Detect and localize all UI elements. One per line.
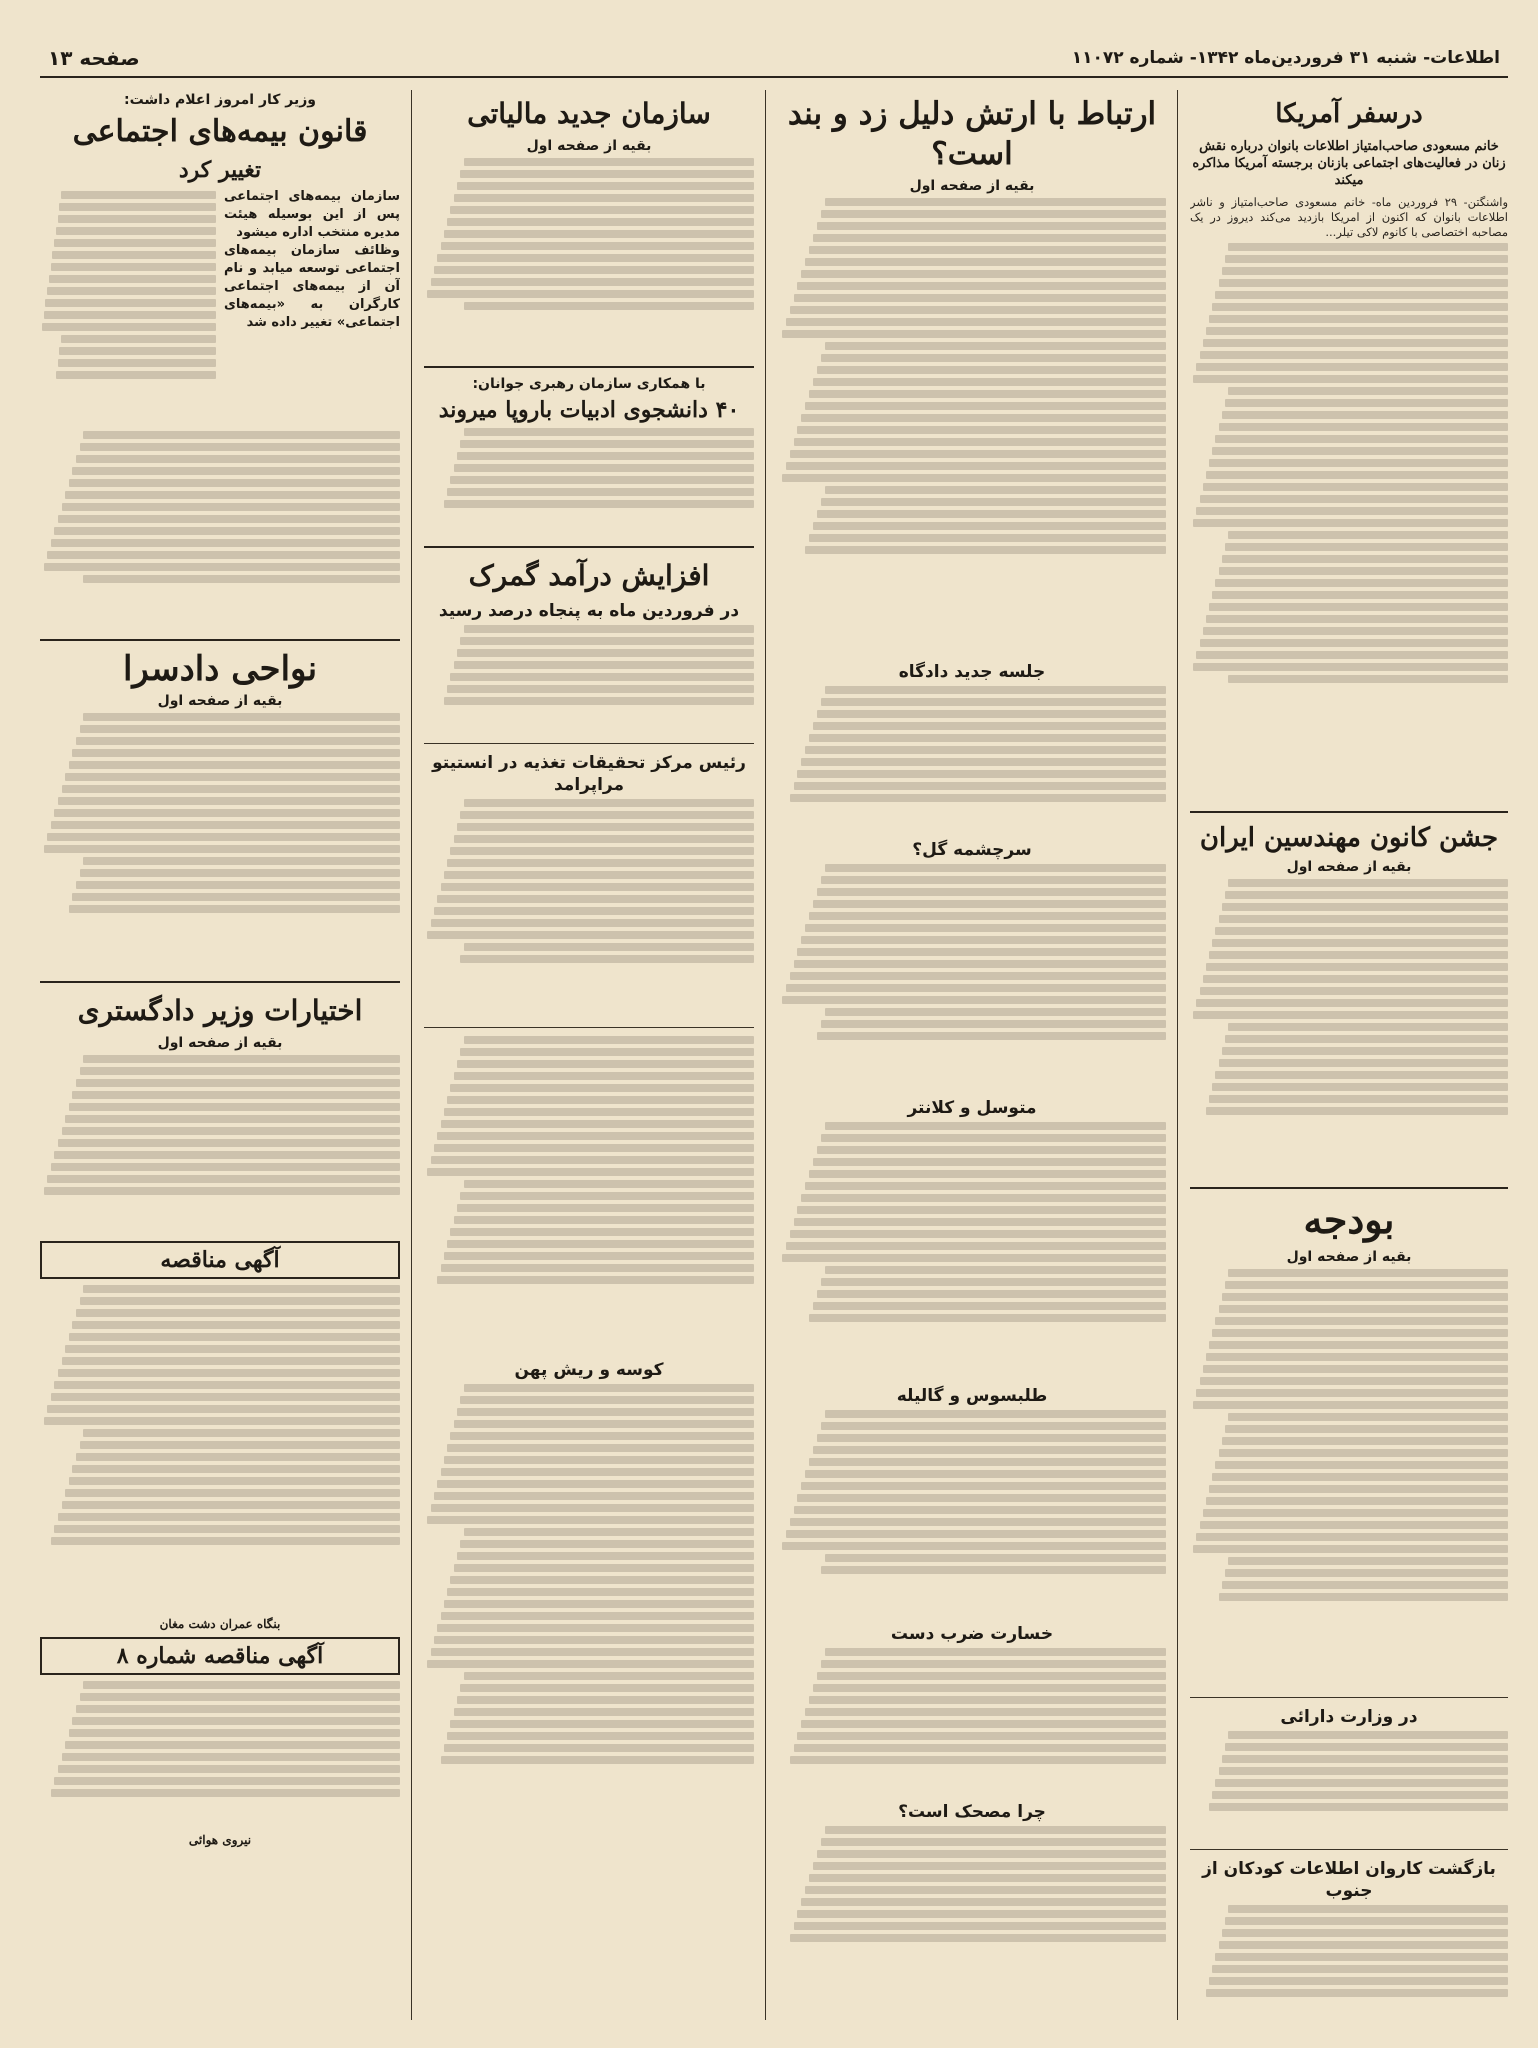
article-body [778,1826,1166,1976]
kicker-justice: بقیه از صفحه اول [157,1035,283,1051]
kicker-engineers: بقیه از صفحه اول [1286,859,1412,875]
headline-engineers-celebration: جشن کانون مهندسین ایران [1199,823,1499,853]
article-body [1190,1269,1508,1689]
bullet-2: وظائف سازمان بیمه‌های اجتماعی توسعه میابد و نام آن از بیمه‌های اجتماعی کارگران به «بیمه‌های اجتماعی» تغییر داده شد [224,243,400,330]
column-3 [424,90,754,2020]
article-body [40,188,216,428]
kicker-prosecutor: بقیه از صفحه اول [157,693,283,709]
headline-finance-ministry: در وزارت دارائی [1280,1707,1418,1727]
column-2 [778,90,1166,2020]
lead-america-trip: واشنگتن- ۲۹ فروردین ماه- خانم مسعودی صاحب‌امتیاز و ناشر اطلاعات بانوان که اکنون از امریکا بازدید می‌کند دیروز در یک مصاحبه اختصاصی با کانوم لاکی تیلر... [1190,195,1508,239]
subhead-customs: در فروردین ماه به پنجاه درصد رسید [438,601,740,621]
ad-tender8-title: آگهی مناقصه شماره ۸ [40,1637,400,1675]
ad-tender-title: آگهی مناقصه [40,1241,400,1279]
newspaper-page [40,42,1508,2027]
kicker-budget: بقیه از صفحه اول [1286,1249,1412,1265]
column-1 [1190,90,1508,2020]
article-body [1190,1731,1508,1841]
article-body [1190,879,1508,1179]
subhead-ridiculous: چرا مصحک است؟ [898,1802,1046,1822]
page-number: صفحه ۱۳ [48,46,140,70]
article-body [778,1410,1166,1620]
article-body [1190,243,1508,803]
article-body [424,799,754,1019]
article-body [1190,1905,1508,2020]
deck-america-trip: خانم مسعودی صاحب‌امتیاز اطلاعات بانوان درباره نقش زنان در فعالیت‌های اجتماعی بازنان برجسته آمریکا مذاکره میکند [1192,139,1506,188]
article-body [424,625,754,735]
ad-body [40,1285,400,1615]
bullet-1: سازمان بیمه‌های اجتماعی پس از این بوسیله هیئت مدیره منتخب اداره میشود [224,189,400,240]
headline-justice-minister: اختیارات وزیر دادگستری [77,994,363,1027]
headline-army-link: ارتباط با ارتش دلیل زد و بند است؟ [787,96,1157,172]
headline-social-insurance-2: تغییر کرد [178,157,262,183]
subhead-galileo: طلبسوس و گالیله [896,1386,1048,1406]
article-body [40,431,400,631]
article-body [40,713,400,973]
article-body [424,1384,754,1864]
article-body [424,428,754,538]
article-body [778,198,1166,658]
ad-footer: بنگاه عمران دشت مغان [159,1617,281,1631]
article-body [778,1122,1166,1382]
subhead-damage: خسارت ضرب دست [890,1624,1054,1644]
article-body [778,864,1166,1094]
headline-budget: بودجه [1303,1197,1395,1242]
article-body [778,686,1166,836]
headline-tax-organization: سازمان جدید مالیاتی [467,97,711,130]
headline-students-europe: ۴۰ دانشجوی ادبیات باروپا میروند [438,397,740,423]
kicker-tax: بقیه از صفحه اول [526,138,652,154]
headline-customs-revenue: افزایش درآمد گمرک [468,559,710,592]
headline-america-trip: درسفر آمریکا [1275,99,1423,129]
article-body [424,1036,754,1356]
ad-body [40,1681,400,1831]
kicker-labor-minister: وزیر کار امروز اعلام داشت: [123,92,317,108]
article-body [778,1648,1166,1798]
column-4 [40,90,400,2020]
kicker-army-link: بقیه از صفحه اول [909,178,1035,194]
headline-nutrition-research: رئیس مرکز تحقیقات تغذیه در انستیتو مراپرامد [432,753,746,795]
header-date-line: اطلاعات- شنبه ۳۱ فروردین‌ماه ۱۳۴۲- شماره ۱۱۰۷۲ [1071,48,1500,68]
page-header [40,42,1508,78]
article-body [40,1055,400,1235]
article-body [424,158,754,358]
ad-footer: نیروی هوائی [188,1833,252,1847]
headline-social-insurance: قانون بیمه‌های اجتماعی [72,114,368,149]
subhead-source: سرچشمه گل؟ [912,840,1032,860]
kicker-students: با همکاری سازمان رهبری جوانان: [472,376,706,392]
subhead-kooseh: کوسه و ریش پهن [514,1360,664,1380]
subhead-sheriff: متوسل و کلانتر [907,1098,1037,1118]
subhead-new-session: جلسه جدید دادگاه [898,662,1046,682]
headline-prosecutor-districts: نواحی دادسرا [122,649,318,689]
headline-children-caravan: بازگشت کاروان اطلاعات کودکان از جنوب [1202,1859,1496,1901]
